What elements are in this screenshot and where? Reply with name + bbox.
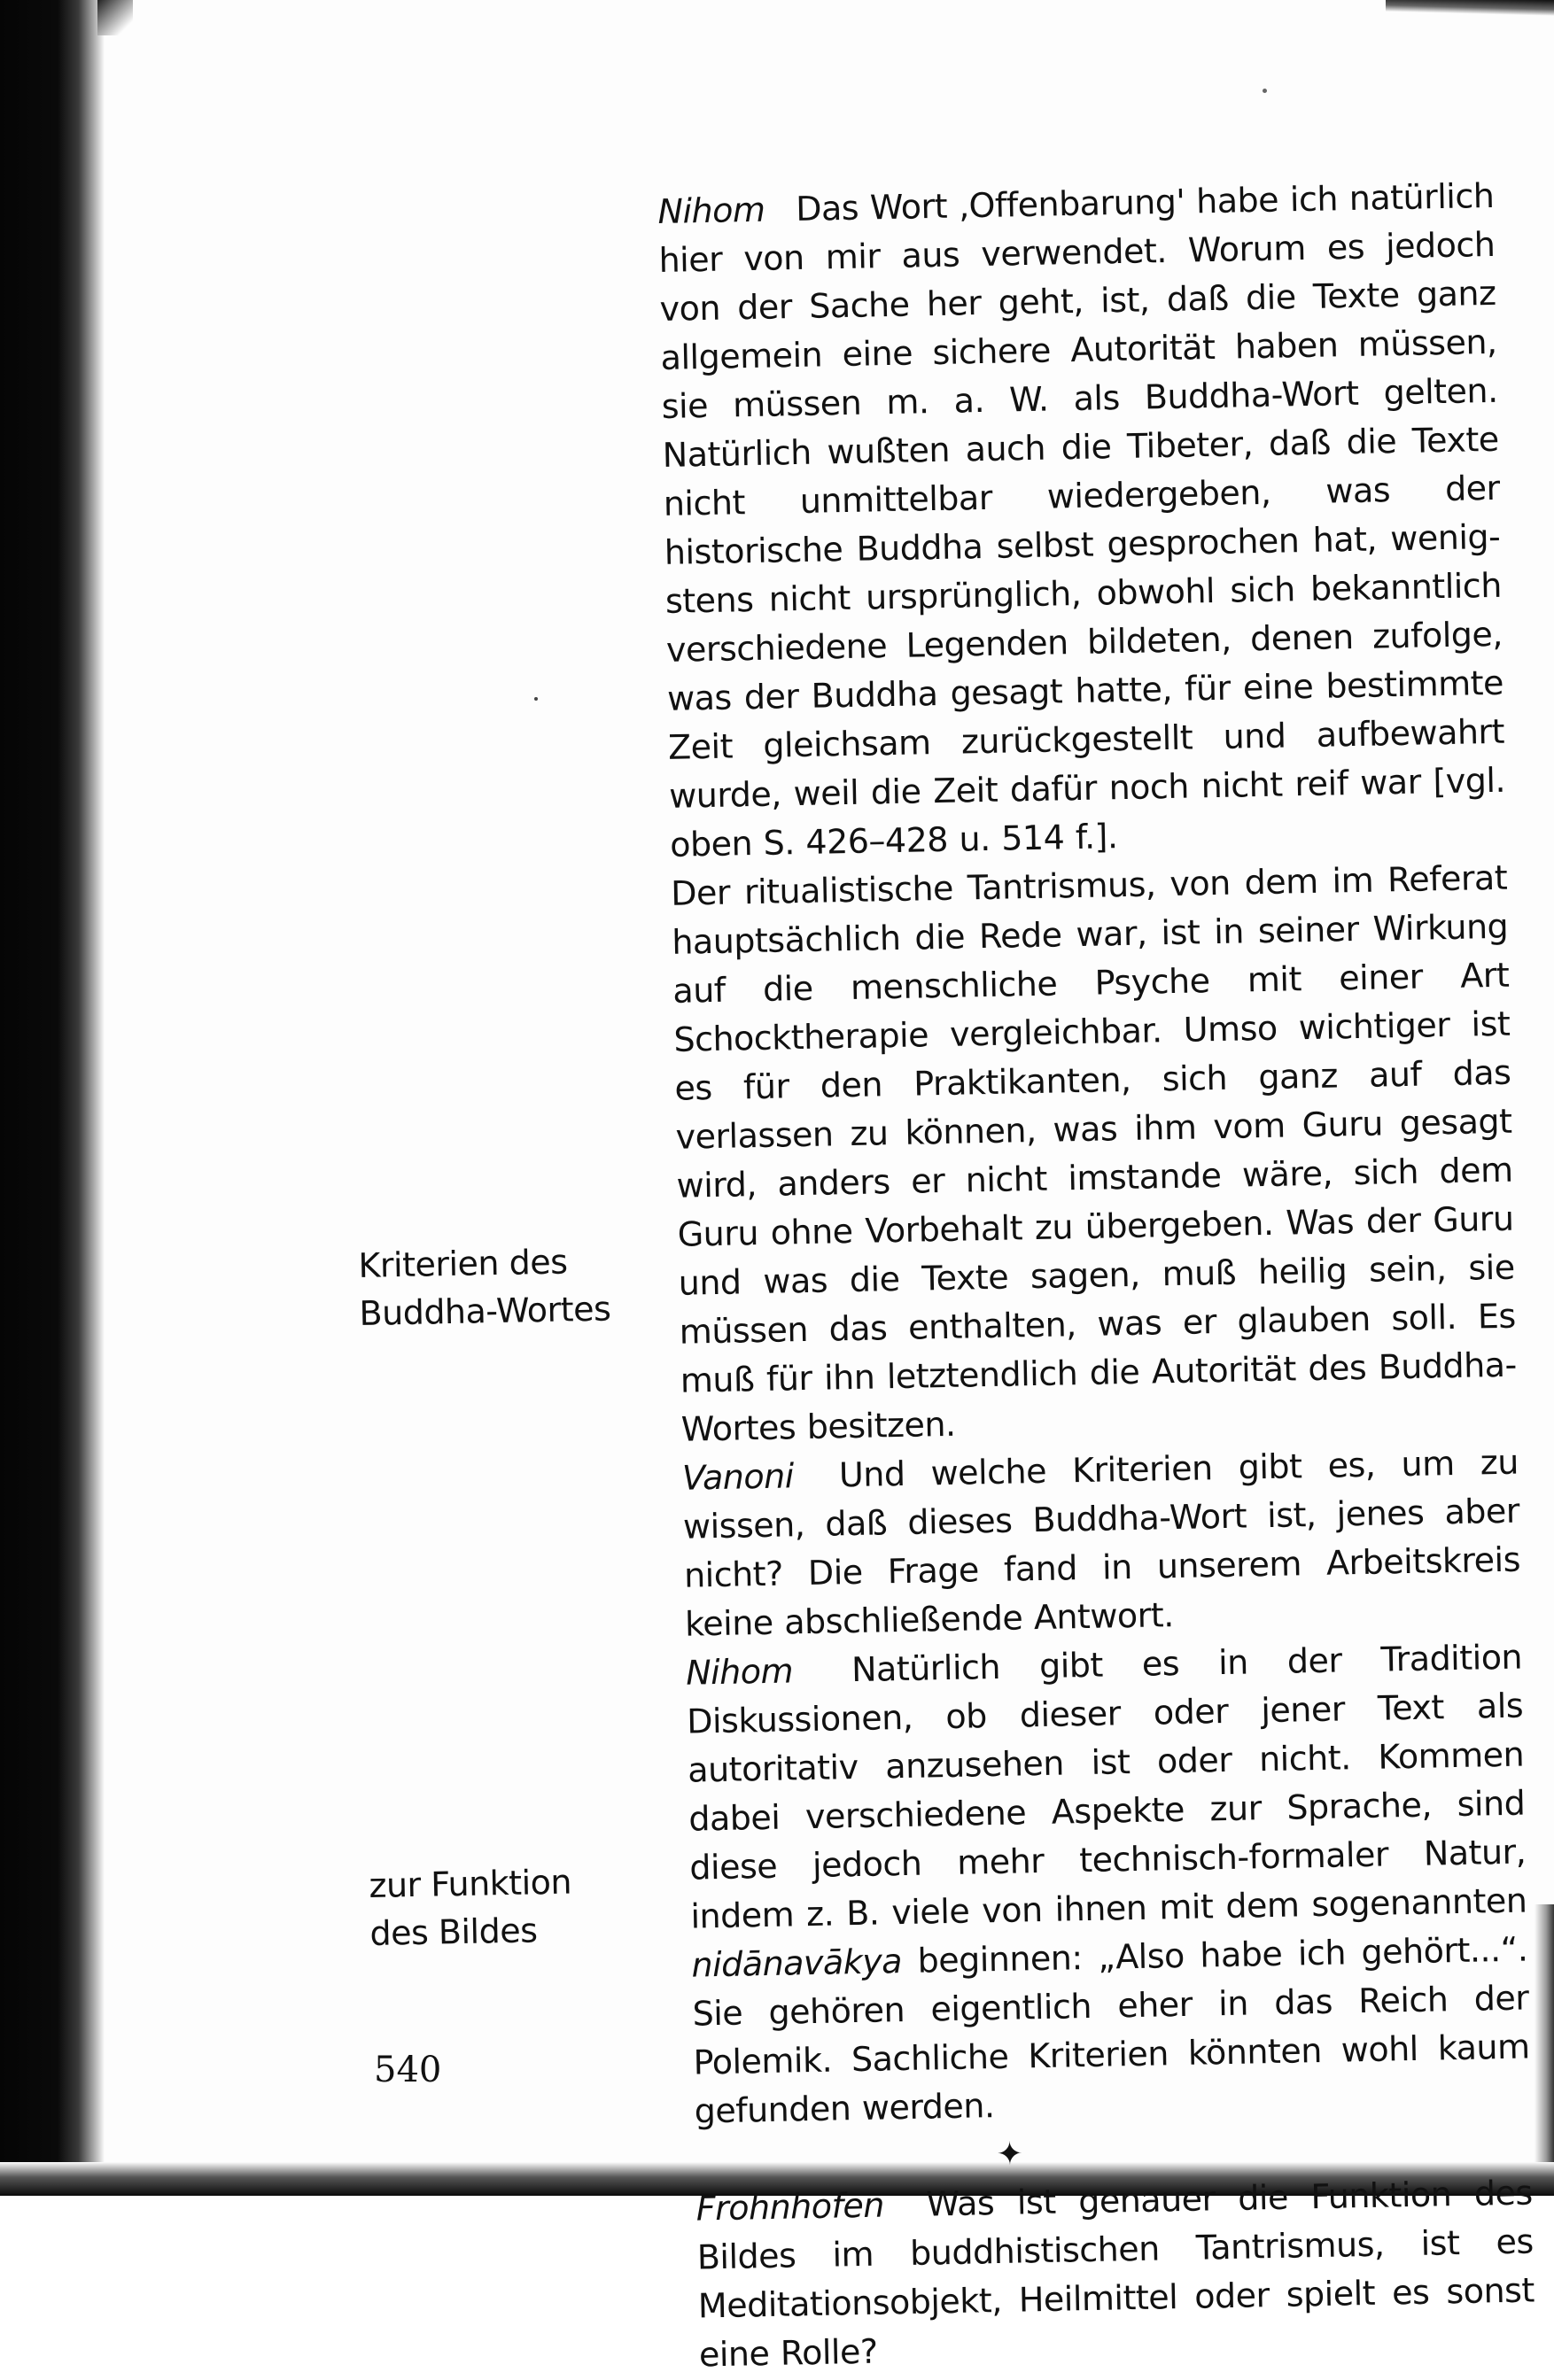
marginal-note-line: zur Funktion: [369, 1862, 572, 1905]
scan-right-edge: [1535, 1904, 1554, 2170]
speaker-name: Vanoni: [681, 1456, 795, 1498]
sanskrit-term: nidānavākya: [691, 1942, 903, 1985]
marginal-note-line: Buddha-Wortes: [359, 1289, 611, 1333]
page-number: 540: [374, 2050, 442, 2090]
speaker-name: Nihom: [685, 1651, 794, 1693]
dialogue-paragraph: [657, 172, 1507, 870]
scan-corner-shadow: [97, 0, 133, 35]
dialogue-paragraph: [671, 854, 1518, 1454]
scan-top-edge: [1386, 0, 1554, 16]
scan-speck: [1263, 89, 1267, 93]
scan-binding-shadow: [0, 0, 105, 2196]
marginal-note-criteria: [358, 1237, 611, 1337]
dialogue-paragraph: [686, 1633, 1531, 2136]
section-separator-icon: ✦: [996, 2136, 1023, 2174]
main-text-column: [657, 172, 1535, 2380]
marginal-note-line: Kriterien des: [358, 1242, 568, 1285]
scan-speck: [534, 697, 538, 701]
paragraph-text: Der ritualistische Tantrismus, von dem im Referat hauptsächlich die Rede war, ist in seiner Wirkung auf die menschliche Psyche mit einer Art Schocktherapie vergleichbar. Umso wichtiger ist es für den Praktikanten, sich ganz auf das verlassen zu können, was ihm vom Guru gesagt wird, anders er nicht imstande wäre, sich dem Guru ohne Vorbehalt zu übergeben. Was der Guru und was die Texte sagen, muß heilig sein, sie müssen das enthalten, was er glauben soll. Es muß für ihn letztendlich die Autorität des Buddha-Wortes besitzen.: [670, 857, 1518, 1449]
dialogue-paragraph: [681, 1438, 1521, 1649]
paragraph-text: Das Wort ‚Offenbarung' habe ich natürlich hier von mir aus verwendet. Worum es jedoch von der Sache her geht, ist, daß die Texte ganz allgemein eine sichere Autorität haben müssen, sie müssen m. a. W. als Buddha-Wort gelten. Natürlich wußten auch die Tibeter, daß die Texte nicht unmittelbar wiedergeben, was der historische Buddha selbst gesprochen hat, wenigstens nicht ursprünglich, obwohl sich bekanntlich verschiedene Legenden bildeten, denen zufolge, was der Buddha gesagt hatte, für eine bestimmte Zeit gleichsam zurückgestellt und aufbewahrt wurde, weil die Zeit dafür noch nicht reif war [vgl. oben S. 426–428 u. 514 f.].: [658, 175, 1506, 864]
dialogue-paragraph: [695, 2168, 1535, 2379]
paragraph-text: Und welche Kriterien gibt es, um zu wissen, daß dieses Buddha-Wort ist, jenes aber nicht? Die Frage fand in unserem Arbeitskreis keine abschließende Antwort.: [682, 1442, 1521, 1644]
speaker-name: Nihom: [657, 190, 765, 231]
marginal-note-line: des Bildes: [369, 1911, 538, 1953]
marginal-note-function: [369, 1858, 573, 1957]
paragraph-text: Natürlich gibt es in der Tradition Diskussionen, ob dieser oder jener Text als autoritativ anzusehen ist oder nicht. Kommen dabei verschiedene Aspekte zur Sprache, sind diese jedoch mehr technisch-formaler Natur, indem z. B. viele von ihnen mit dem sogenannten: [686, 1637, 1527, 1936]
paragraph-text: Was ist genauer die Funktion des Bildes im buddhistischen Tantrismus, ist es Meditationsobjekt, Heilmittel oder spielt es sonst eine Rolle?: [696, 2173, 1535, 2375]
paragraph-text: beginnen: „Also habe ich gehört...“. Sie gehören eigentlich eher in das Reich der Polemik. Sachliche Kriterien könnten wohl kaum gefunden werden.: [692, 1929, 1530, 2131]
speaker-name: Frohnhofen: [695, 2185, 885, 2229]
